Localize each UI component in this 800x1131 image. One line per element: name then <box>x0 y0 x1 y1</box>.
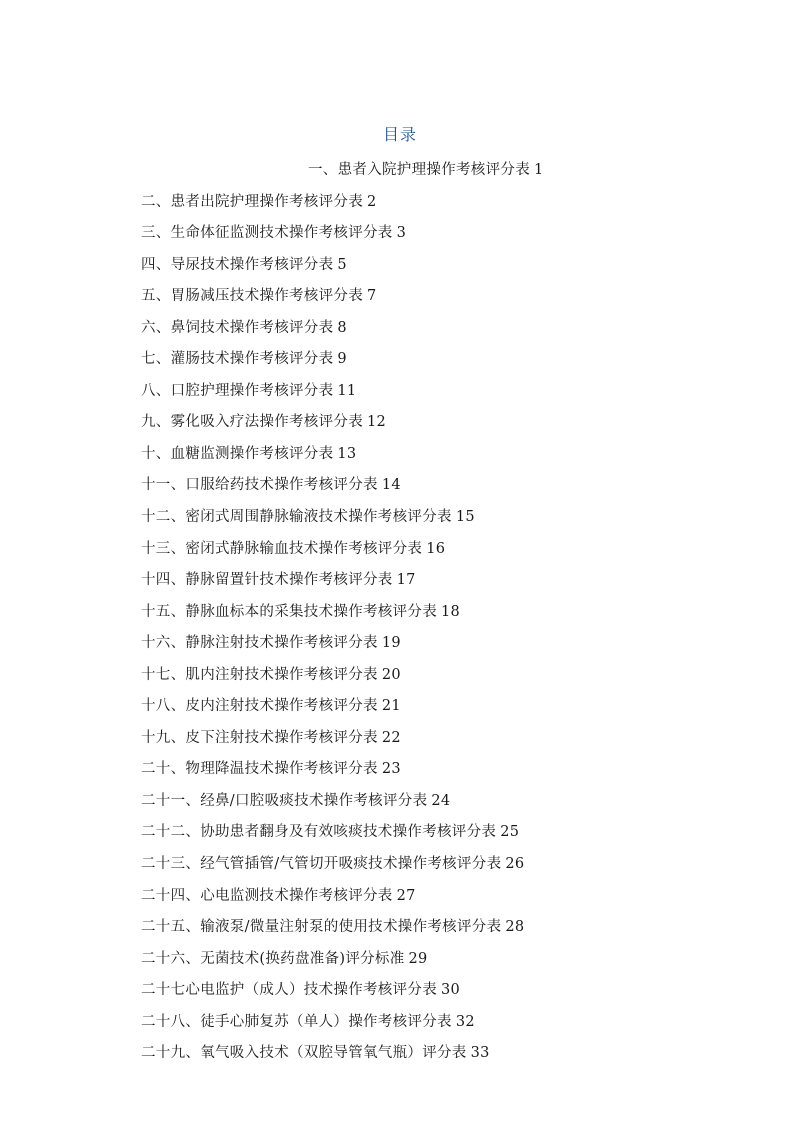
toc-entry-13[interactable] <box>141 534 741 566</box>
toc-entry-1[interactable] <box>141 155 741 187</box>
toc-entry-label: 十九、皮下注射技术操作考核评分表 <box>141 729 378 746</box>
toc-entry-label: 二十三、经气管插管/气管切开吸痰技术操作考核评分表 <box>141 856 502 873</box>
toc-entry-11[interactable] <box>141 470 741 502</box>
toc-entry-label: 二十六、无菌技术(换药盘准备)评分标准 <box>141 950 405 967</box>
toc-entry-label: 十四、静脉留置针技术操作考核评分表 <box>141 572 393 589</box>
toc-entry-label: 二十九、氧气吸入技术（双腔导管氧气瓶）评分表 <box>141 1045 467 1062</box>
toc-entry-label: 四、导尿技术操作考核评分表 <box>141 256 334 273</box>
toc-entry-page: 16 <box>426 540 446 557</box>
toc-entry-label: 二十七心电监护（成人）技术操作考核评分表 <box>141 982 437 999</box>
toc-entry-17[interactable] <box>141 660 741 692</box>
toc-entry-label: 二、患者出院护理操作考核评分表 <box>141 193 363 210</box>
toc-entry-page: 21 <box>381 698 401 715</box>
toc-entry-4[interactable] <box>141 250 741 282</box>
toc-entry-27[interactable] <box>141 975 741 1007</box>
toc-entry-page: 5 <box>337 256 347 273</box>
toc-entry-page: 9 <box>337 351 347 368</box>
toc-entry-page: 27 <box>396 887 416 904</box>
toc-entry-label: 七、灌肠技术操作考核评分表 <box>141 351 334 368</box>
toc-entry-page: 18 <box>441 603 461 620</box>
toc-entry-label: 十一、口服给药技术操作考核评分表 <box>141 477 378 494</box>
toc-entry-12[interactable] <box>141 502 741 534</box>
toc-entry-label: 一、患者入院护理操作考核评分表 <box>308 162 530 178</box>
toc-entry-page: 11 <box>337 382 357 399</box>
toc-entry-28[interactable] <box>141 1007 741 1039</box>
toc-entry-page: 28 <box>505 919 525 936</box>
toc-entry-5[interactable] <box>141 281 741 313</box>
toc-entry-label: 十五、静脉血标本的采集技术操作考核评分表 <box>141 603 437 620</box>
toc-entry-25[interactable] <box>141 912 741 944</box>
toc-entry-page: 19 <box>381 635 401 652</box>
toc-entry-19[interactable] <box>141 723 741 755</box>
toc-entry-page: 22 <box>381 729 401 746</box>
toc-entry-page: 23 <box>381 761 401 778</box>
toc-entry-label: 二十一、经鼻/口腔吸痰技术操作考核评分表 <box>141 792 428 809</box>
toc-entry-8[interactable] <box>141 376 741 408</box>
toc-entry-26[interactable] <box>141 944 741 976</box>
toc-entry-6[interactable] <box>141 313 741 345</box>
toc-entry-22[interactable] <box>141 817 741 849</box>
toc-entry-9[interactable] <box>141 407 741 439</box>
toc-entry-page: 29 <box>408 950 428 967</box>
toc-entry-page: 20 <box>381 666 401 683</box>
toc-entry-label: 二十、物理降温技术操作考核评分表 <box>141 761 378 778</box>
toc-entry-10[interactable] <box>141 439 741 471</box>
toc-entry-label: 二十二、协助患者翻身及有效咳痰技术操作考核评分表 <box>141 824 497 841</box>
toc-entry-21[interactable] <box>141 786 741 818</box>
toc-entry-label: 三、生命体征监测技术操作考核评分表 <box>141 225 393 242</box>
toc-entry-23[interactable] <box>141 849 741 881</box>
toc-entry-label: 二十四、心电监测技术操作考核评分表 <box>141 887 393 904</box>
toc-entry-page: 2 <box>367 193 377 210</box>
toc-entry-page: 17 <box>396 572 416 589</box>
toc-entry-label: 八、口腔护理操作考核评分表 <box>141 382 334 399</box>
toc-entry-page: 15 <box>455 509 475 526</box>
toc-entry-14[interactable] <box>141 565 741 597</box>
toc-entry-page: 7 <box>367 288 377 305</box>
toc-list <box>141 155 741 1070</box>
toc-entry-29[interactable] <box>141 1038 741 1070</box>
toc-entry-label: 五、胃肠减压技术操作考核评分表 <box>141 288 363 305</box>
toc-entry-page: 30 <box>441 982 461 999</box>
toc-entry-label: 十二、密闭式周围静脉输液技术操作考核评分表 <box>141 509 452 526</box>
toc-entry-page: 33 <box>470 1045 490 1062</box>
toc-entry-16[interactable] <box>141 628 741 660</box>
toc-entry-label: 九、雾化吸入疗法操作考核评分表 <box>141 414 363 431</box>
toc-entry-page: 3 <box>396 225 407 242</box>
toc-entry-page: 14 <box>381 477 401 494</box>
toc-entry-label: 十三、密闭式静脉输血技术操作考核评分表 <box>141 540 423 557</box>
toc-entry-2[interactable] <box>141 187 741 219</box>
toc-entry-label: 十六、静脉注射技术操作考核评分表 <box>141 635 378 652</box>
toc-entry-label: 二十五、输液泵/微量注射泵的使用技术操作考核评分表 <box>141 919 502 936</box>
toc-entry-page: 12 <box>367 414 387 431</box>
toc-entry-18[interactable] <box>141 691 741 723</box>
toc-entry-label: 二十八、徒手心肺复苏（单人）操作考核评分表 <box>141 1013 452 1030</box>
toc-entry-24[interactable] <box>141 881 741 913</box>
toc-entry-page: 26 <box>505 856 525 873</box>
toc-entry-3[interactable] <box>141 218 741 250</box>
toc-entry-label: 十八、皮内注射技术操作考核评分表 <box>141 698 378 715</box>
toc-entry-page: 32 <box>455 1013 475 1030</box>
toc-entry-label: 十七、肌内注射技术操作考核评分表 <box>141 666 378 683</box>
toc-title: 目录 <box>382 125 417 144</box>
toc-entry-page: 8 <box>337 319 347 336</box>
toc-entry-7[interactable] <box>141 344 741 376</box>
toc-entry-15[interactable] <box>141 597 741 629</box>
toc-entry-label: 六、鼻饲技术操作考核评分表 <box>141 319 334 336</box>
toc-entry-page: 25 <box>500 824 520 841</box>
toc-entry-page: 24 <box>431 792 451 809</box>
toc-entry-page: 13 <box>337 445 357 462</box>
toc-entry-page: 1 <box>534 162 544 178</box>
toc-entry-label: 十、血糖监测操作考核评分表 <box>141 445 334 462</box>
toc-entry-20[interactable] <box>141 754 741 786</box>
